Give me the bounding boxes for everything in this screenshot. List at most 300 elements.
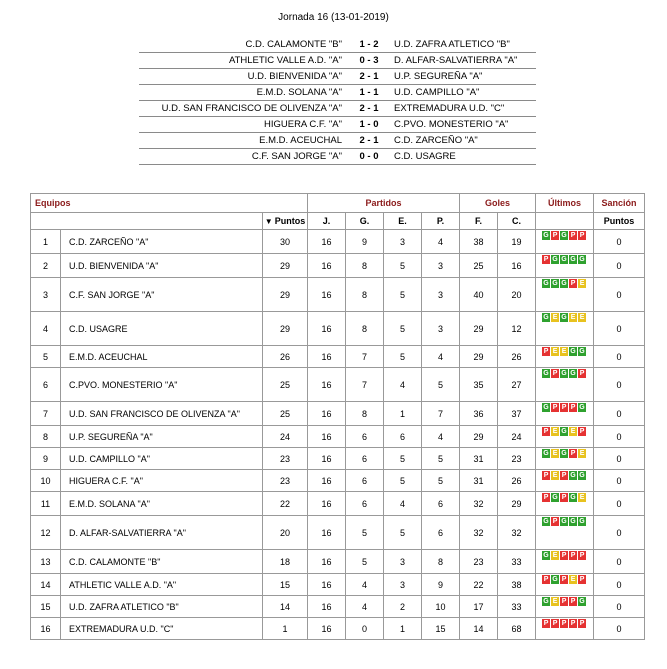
- header-equipos: Equipos: [31, 194, 308, 213]
- team-name: C.D. USAGRE: [61, 312, 263, 346]
- points: 18: [263, 550, 308, 574]
- drawn: 5: [384, 516, 422, 550]
- form-indicators: [542, 279, 587, 288]
- points: 24: [263, 426, 308, 448]
- result-home: E.M.D. SOLANA "A": [139, 85, 344, 101]
- won: 8: [346, 278, 384, 312]
- won: 6: [346, 448, 384, 470]
- header-blank: [31, 213, 263, 230]
- standings-row: [31, 516, 645, 550]
- form-result: P: [579, 232, 585, 239]
- result-away: C.PVO. MONESTERIO "A": [394, 117, 536, 133]
- standings-row: [31, 492, 645, 516]
- lost: 10: [422, 596, 460, 618]
- goals-for: 31: [460, 470, 498, 492]
- form-result: G: [570, 494, 576, 501]
- last-results: [536, 278, 594, 312]
- position: 6: [31, 368, 61, 402]
- goals-against: 68: [498, 618, 536, 640]
- form-result: P: [579, 552, 585, 559]
- goals-against: 33: [498, 550, 536, 574]
- position: 15: [31, 596, 61, 618]
- goals-for: 35: [460, 368, 498, 402]
- form-indicators: [542, 427, 587, 436]
- form-result: P: [561, 620, 567, 627]
- header-e: E.: [384, 213, 422, 230]
- played: 16: [308, 278, 346, 312]
- form-result: P: [570, 552, 576, 559]
- lost: 6: [422, 492, 460, 516]
- team-name: HIGUERA C.F. "A": [61, 470, 263, 492]
- last-results: [536, 426, 594, 448]
- team-name: U.D. ZAFRA ATLETICO "B": [61, 596, 263, 618]
- last-results: [536, 618, 594, 640]
- result-row: [139, 53, 536, 69]
- result-home: HIGUERA C.F. "A": [139, 117, 344, 133]
- form-result: G: [552, 256, 558, 263]
- goals-against: 26: [498, 470, 536, 492]
- last-results: [536, 402, 594, 426]
- form-result: G: [579, 472, 585, 479]
- form-result: E: [561, 348, 567, 355]
- result-row: [139, 69, 536, 85]
- team-name: E.M.D. SOLANA "A": [61, 492, 263, 516]
- form-result: G: [543, 314, 549, 321]
- won: 4: [346, 574, 384, 596]
- form-indicators: [542, 517, 587, 526]
- won: 6: [346, 470, 384, 492]
- form-result: P: [570, 404, 576, 411]
- form-result: P: [570, 232, 576, 239]
- drawn: 5: [384, 346, 422, 368]
- goals-for: 23: [460, 550, 498, 574]
- team-name: D. ALFAR-SALVATIERRA "A": [61, 516, 263, 550]
- form-result: P: [570, 598, 576, 605]
- header-j: J.: [308, 213, 346, 230]
- form-result: P: [543, 494, 549, 501]
- won: 4: [346, 596, 384, 618]
- form-result: G: [552, 280, 558, 287]
- played: 16: [308, 426, 346, 448]
- won: 5: [346, 550, 384, 574]
- lost: 4: [422, 426, 460, 448]
- result-home: ATHLETIC VALLE A.D. "A": [139, 53, 344, 69]
- standings-row: [31, 470, 645, 492]
- form-result: G: [552, 576, 558, 583]
- team-name: U.P. SEGUREÑA "A": [61, 426, 263, 448]
- form-result: G: [543, 232, 549, 239]
- header-goles: Goles: [460, 194, 536, 213]
- last-results: [536, 254, 594, 278]
- played: 16: [308, 550, 346, 574]
- points: 15: [263, 574, 308, 596]
- last-results: [536, 448, 594, 470]
- form-result: P: [579, 370, 585, 377]
- played: 16: [308, 368, 346, 402]
- form-indicators: [542, 255, 587, 264]
- result-row: [139, 133, 536, 149]
- lost: 5: [422, 368, 460, 402]
- drawn: 3: [384, 550, 422, 574]
- form-result: P: [579, 576, 585, 583]
- points: 23: [263, 470, 308, 492]
- form-result: P: [561, 598, 567, 605]
- form-indicators: [542, 619, 587, 628]
- header-puntos-label: Puntos: [274, 216, 306, 226]
- drawn: 2: [384, 596, 422, 618]
- won: 8: [346, 402, 384, 426]
- result-score: 2 - 1: [344, 101, 394, 117]
- played: 16: [308, 448, 346, 470]
- standings-row: [31, 618, 645, 640]
- drawn: 5: [384, 448, 422, 470]
- standings-row: [31, 278, 645, 312]
- form-result: P: [561, 472, 567, 479]
- result-away: U.D. ZAFRA ATLETICO "B": [394, 37, 536, 53]
- form-result: G: [570, 256, 576, 263]
- form-result: P: [543, 256, 549, 263]
- result-away: C.D. ZARCEÑO "A": [394, 133, 536, 149]
- form-result: G: [561, 450, 567, 457]
- team-name: C.D. ZARCEÑO "A": [61, 230, 263, 254]
- sanction-points: 0: [594, 278, 645, 312]
- goals-against: 26: [498, 346, 536, 368]
- won: 6: [346, 426, 384, 448]
- position: 14: [31, 574, 61, 596]
- form-result: G: [579, 518, 585, 525]
- header-g: G.: [346, 213, 384, 230]
- drawn: 1: [384, 618, 422, 640]
- standings-row: [31, 312, 645, 346]
- points: 20: [263, 516, 308, 550]
- goals-against: 38: [498, 574, 536, 596]
- sanction-points: 0: [594, 492, 645, 516]
- form-result: P: [543, 472, 549, 479]
- header-p: P.: [422, 213, 460, 230]
- header-partidos: Partidos: [308, 194, 460, 213]
- goals-against: 19: [498, 230, 536, 254]
- form-result: G: [570, 518, 576, 525]
- sanction-points: 0: [594, 516, 645, 550]
- result-score: 1 - 0: [344, 117, 394, 133]
- sanction-points: 0: [594, 426, 645, 448]
- result-away: U.D. CAMPILLO "A": [394, 85, 536, 101]
- form-result: P: [561, 552, 567, 559]
- form-result: P: [552, 620, 558, 627]
- form-result: E: [570, 314, 576, 321]
- team-name: C.F. SAN JORGE "A": [61, 278, 263, 312]
- form-result: G: [561, 314, 567, 321]
- form-result: G: [570, 370, 576, 377]
- jornada-title: Jornada 16 (13-01-2019): [278, 12, 389, 23]
- header-sancion-puntos: Puntos: [594, 213, 645, 230]
- form-indicators: [542, 471, 587, 480]
- played: 16: [308, 596, 346, 618]
- form-result: P: [543, 348, 549, 355]
- points: 25: [263, 402, 308, 426]
- position: 11: [31, 492, 61, 516]
- last-results: [536, 368, 594, 402]
- form-result: E: [552, 428, 558, 435]
- form-result: E: [552, 472, 558, 479]
- result-score: 0 - 3: [344, 53, 394, 69]
- form-result: E: [579, 314, 585, 321]
- result-home: C.F. SAN JORGE "A": [139, 149, 344, 165]
- form-result: P: [552, 404, 558, 411]
- position: 1: [31, 230, 61, 254]
- goals-against: 32: [498, 516, 536, 550]
- standings-row: [31, 368, 645, 402]
- form-result: E: [579, 280, 585, 287]
- lost: 5: [422, 470, 460, 492]
- lost: 3: [422, 278, 460, 312]
- last-results: [536, 312, 594, 346]
- form-result: G: [570, 348, 576, 355]
- result-score: 1 - 1: [344, 85, 394, 101]
- played: 16: [308, 312, 346, 346]
- result-home: E.M.D. ACEUCHAL: [139, 133, 344, 149]
- points: 14: [263, 596, 308, 618]
- team-name: U.D. CAMPILLO "A": [61, 448, 263, 470]
- header-ultimos-blank: [536, 213, 594, 230]
- form-result: P: [579, 620, 585, 627]
- form-indicators: [542, 369, 587, 378]
- sanction-points: 0: [594, 312, 645, 346]
- goals-for: 29: [460, 346, 498, 368]
- last-results: [536, 596, 594, 618]
- goals-for: 29: [460, 312, 498, 346]
- form-result: P: [543, 428, 549, 435]
- result-score: 0 - 0: [344, 149, 394, 165]
- drawn: 1: [384, 402, 422, 426]
- standings-table: [30, 193, 645, 640]
- standings-row: [31, 550, 645, 574]
- form-result: G: [543, 450, 549, 457]
- form-result: P: [570, 280, 576, 287]
- last-results: [536, 230, 594, 254]
- position: 2: [31, 254, 61, 278]
- form-indicators: [542, 575, 587, 584]
- played: 16: [308, 254, 346, 278]
- played: 16: [308, 492, 346, 516]
- sanction-points: 0: [594, 550, 645, 574]
- goals-for: 29: [460, 426, 498, 448]
- won: 5: [346, 516, 384, 550]
- header-ultimos: Últimos: [536, 194, 594, 213]
- header-f: F.: [460, 213, 498, 230]
- team-name: E.M.D. ACEUCHAL: [61, 346, 263, 368]
- form-indicators: [542, 313, 587, 322]
- form-result: E: [552, 598, 558, 605]
- result-away: U.P. SEGUREÑA "A": [394, 69, 536, 85]
- form-result: P: [561, 494, 567, 501]
- form-result: G: [561, 280, 567, 287]
- played: 16: [308, 516, 346, 550]
- sort-down-icon: ▼: [264, 217, 273, 226]
- form-result: G: [561, 428, 567, 435]
- won: 7: [346, 368, 384, 402]
- drawn: 5: [384, 470, 422, 492]
- form-result: E: [570, 428, 576, 435]
- form-result: P: [570, 450, 576, 457]
- goals-for: 38: [460, 230, 498, 254]
- form-result: G: [561, 518, 567, 525]
- form-indicators: [542, 551, 587, 560]
- goals-against: 12: [498, 312, 536, 346]
- goals-for: 32: [460, 492, 498, 516]
- standings-row: [31, 230, 645, 254]
- points: 29: [263, 278, 308, 312]
- form-result: G: [552, 494, 558, 501]
- drawn: 3: [384, 574, 422, 596]
- form-result: G: [561, 232, 567, 239]
- form-result: E: [579, 494, 585, 501]
- form-result: G: [543, 280, 549, 287]
- goals-against: 23: [498, 448, 536, 470]
- sanction-points: 0: [594, 618, 645, 640]
- drawn: 6: [384, 426, 422, 448]
- form-result: E: [552, 314, 558, 321]
- form-result: G: [543, 518, 549, 525]
- position: 9: [31, 448, 61, 470]
- result-home: U.D. SAN FRANCISCO DE OLIVENZA "A": [139, 101, 344, 117]
- points: 23: [263, 448, 308, 470]
- goals-for: 32: [460, 516, 498, 550]
- position: 10: [31, 470, 61, 492]
- team-name: C.PVO. MONESTERIO "A": [61, 368, 263, 402]
- last-results: [536, 550, 594, 574]
- won: 0: [346, 618, 384, 640]
- form-indicators: [542, 347, 587, 356]
- goals-for: 36: [460, 402, 498, 426]
- position: 8: [31, 426, 61, 448]
- last-results: [536, 470, 594, 492]
- goals-against: 27: [498, 368, 536, 402]
- sanction-points: 0: [594, 402, 645, 426]
- position: 16: [31, 618, 61, 640]
- result-away: C.D. USAGRE: [394, 149, 536, 165]
- standings-row: [31, 574, 645, 596]
- played: 16: [308, 346, 346, 368]
- sanction-points: 0: [594, 368, 645, 402]
- sanction-points: 0: [594, 470, 645, 492]
- header-sancion: Sanción: [594, 194, 645, 213]
- lost: 15: [422, 618, 460, 640]
- lost: 8: [422, 550, 460, 574]
- form-indicators: [542, 449, 587, 458]
- result-score: 2 - 1: [344, 133, 394, 149]
- points: 29: [263, 254, 308, 278]
- sanction-points: 0: [594, 346, 645, 368]
- lost: 6: [422, 516, 460, 550]
- played: 16: [308, 230, 346, 254]
- sanction-points: 0: [594, 254, 645, 278]
- form-result: G: [543, 598, 549, 605]
- form-result: G: [570, 472, 576, 479]
- goals-for: 17: [460, 596, 498, 618]
- played: 16: [308, 618, 346, 640]
- drawn: 5: [384, 312, 422, 346]
- goals-for: 31: [460, 448, 498, 470]
- position: 3: [31, 278, 61, 312]
- form-result: P: [543, 576, 549, 583]
- drawn: 5: [384, 278, 422, 312]
- team-name: C.D. CALAMONTE "B": [61, 550, 263, 574]
- goals-for: 22: [460, 574, 498, 596]
- form-result: P: [552, 518, 558, 525]
- header-puntos[interactable]: [263, 213, 308, 230]
- form-result: P: [552, 232, 558, 239]
- goals-against: 24: [498, 426, 536, 448]
- result-row: [139, 85, 536, 101]
- result-score: 1 - 2: [344, 37, 394, 53]
- won: 7: [346, 346, 384, 368]
- position: 12: [31, 516, 61, 550]
- result-away: D. ALFAR-SALVATIERRA "A": [394, 53, 536, 69]
- points: 1: [263, 618, 308, 640]
- drawn: 4: [384, 368, 422, 402]
- header-c: C.: [498, 213, 536, 230]
- form-result: P: [570, 620, 576, 627]
- last-results: [536, 516, 594, 550]
- standings-row: [31, 346, 645, 368]
- lost: 7: [422, 402, 460, 426]
- standings-row: [31, 402, 645, 426]
- result-row: [139, 37, 536, 53]
- result-home: U.D. BIENVENIDA "A": [139, 69, 344, 85]
- lost: 4: [422, 346, 460, 368]
- standings-row: [31, 426, 645, 448]
- won: 8: [346, 312, 384, 346]
- goals-against: 37: [498, 402, 536, 426]
- form-indicators: [542, 403, 587, 412]
- lost: 3: [422, 312, 460, 346]
- drawn: 4: [384, 492, 422, 516]
- position: 4: [31, 312, 61, 346]
- form-result: G: [579, 256, 585, 263]
- form-result: E: [579, 450, 585, 457]
- lost: 3: [422, 254, 460, 278]
- form-result: E: [552, 552, 558, 559]
- form-result: P: [543, 620, 549, 627]
- result-row: [139, 149, 536, 165]
- goals-against: 29: [498, 492, 536, 516]
- lost: 5: [422, 448, 460, 470]
- result-score: 2 - 1: [344, 69, 394, 85]
- drawn: 3: [384, 230, 422, 254]
- team-name: EXTREMADURA U.D. "C": [61, 618, 263, 640]
- goals-for: 25: [460, 254, 498, 278]
- result-away: EXTREMADURA U.D. "C": [394, 101, 536, 117]
- form-indicators: [542, 493, 587, 502]
- standings-row: [31, 596, 645, 618]
- points: 25: [263, 368, 308, 402]
- form-result: P: [561, 576, 567, 583]
- played: 16: [308, 574, 346, 596]
- form-result: G: [579, 348, 585, 355]
- form-result: G: [543, 404, 549, 411]
- results-table: [139, 37, 536, 165]
- goals-against: 33: [498, 596, 536, 618]
- position: 5: [31, 346, 61, 368]
- form-indicators: [542, 597, 587, 606]
- form-result: G: [579, 404, 585, 411]
- played: 16: [308, 470, 346, 492]
- form-result: E: [552, 348, 558, 355]
- sanction-points: 0: [594, 596, 645, 618]
- sanction-points: 0: [594, 448, 645, 470]
- standings-row: [31, 448, 645, 470]
